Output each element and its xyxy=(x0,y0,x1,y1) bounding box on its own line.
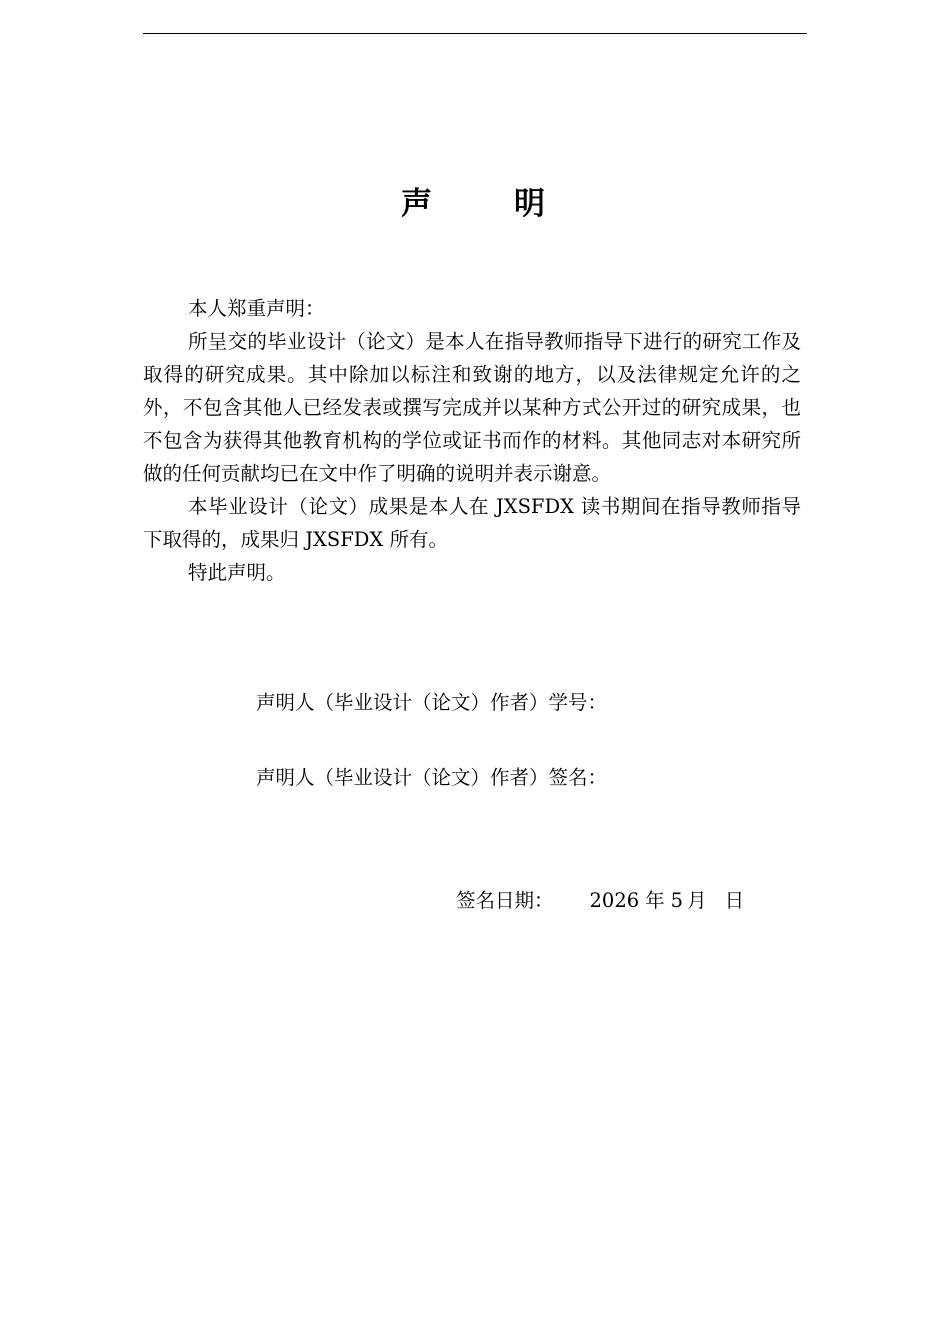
date-year: 2026 xyxy=(589,889,640,912)
paragraph-ownership: 本毕业设计（论文）成果是本人在 JXSFDX 读书期间在指导教师指导下取得的，成果归 JXSFDX 所有。 xyxy=(143,495,801,551)
signature-date xyxy=(456,886,744,916)
date-label: 签名日期： xyxy=(456,889,554,912)
date-month: 5 xyxy=(670,889,684,912)
declaration-body xyxy=(143,292,801,589)
paragraph-main: 所呈交的毕业设计（论文）是本人在指导教师指导下进行的研究工作及取得的研究成果。其中除加以标注和致谢的地方，以及法律规定允许的之外，不包含其他人已经发表或撰写完成并以某种方式公开过的研究成果，也不包含为获得其他教育机构的学位或证书而作的材料。其他同志对本研究所做的任何贡献均已在文中作了明确的说明并表示谢意。 xyxy=(143,330,801,485)
date-year-unit: 年 xyxy=(645,889,665,912)
date-month-unit: 月 xyxy=(687,889,707,912)
paragraph-closing: 特此声明。 xyxy=(188,561,286,584)
page-title: 声明 xyxy=(401,186,627,222)
paragraph-intro: 本人郑重声明： xyxy=(188,297,325,320)
header-rule xyxy=(143,33,807,34)
student-id-label: 声明人（毕业设计（论文）作者）学号： xyxy=(256,691,608,714)
signature-label: 声明人（毕业设计（论文）作者）签名： xyxy=(256,766,608,789)
date-day-unit: 日 xyxy=(724,889,745,912)
